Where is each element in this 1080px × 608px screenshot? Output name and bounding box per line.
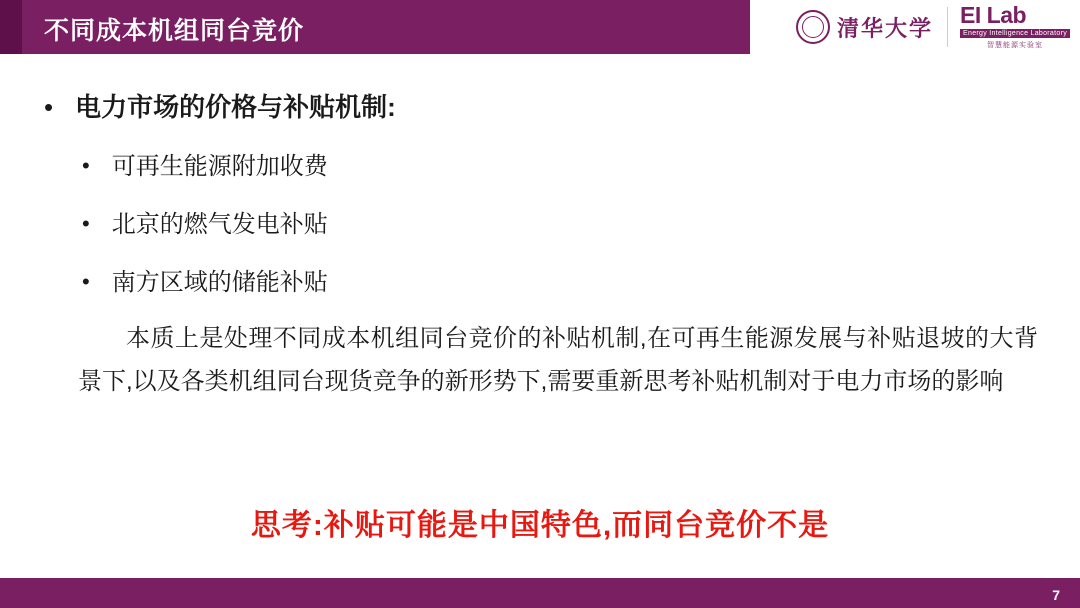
main-bullet-item xyxy=(44,94,1024,120)
sub-bullet-item-2 xyxy=(82,213,1022,237)
bullet-glyph-icon: • xyxy=(82,269,90,294)
eilab-subtitle-cn: 智慧能源实验室 xyxy=(987,42,1044,49)
header-logo-group xyxy=(750,0,1080,54)
page-title: 不同成本机组同台竞价 xyxy=(44,17,305,45)
sub-bullet-label-2: 北京的燃气发电补贴 xyxy=(111,211,328,238)
tsinghua-logo xyxy=(796,10,933,44)
eilab-subtitle: Energy Intelligence Laboratory xyxy=(960,29,1070,38)
tsinghua-seal-icon xyxy=(796,10,830,44)
tsinghua-name: 清华大学 xyxy=(837,15,934,42)
sub-bullet-item-3 xyxy=(82,271,1022,295)
conclusion-text: 思考:补贴可能是中国特色,而同台竞价不是 xyxy=(250,509,830,542)
header-accent-bar xyxy=(0,0,22,54)
eilab-name: EI Lab xyxy=(960,2,1027,28)
slide-header xyxy=(0,0,1080,54)
slide-content xyxy=(0,54,1080,578)
bullet-glyph-icon: • xyxy=(82,153,90,178)
bullet-glyph-icon: • xyxy=(44,92,54,122)
bullet-glyph-icon: • xyxy=(82,211,90,236)
sub-bullet-label-3: 南方区域的储能补贴 xyxy=(111,269,328,296)
sub-bullet-item-1 xyxy=(82,155,1022,179)
main-bullet-label: 电力市场的价格与补贴机制: xyxy=(75,92,396,122)
eilab-logo xyxy=(947,2,1070,49)
slide-footer xyxy=(0,578,1080,608)
page-number: 7 xyxy=(1052,587,1060,603)
sub-bullet-label-1: 可再生能源附加收费 xyxy=(111,153,328,180)
body-paragraph: 本质上是处理不同成本机组同台竞价的补贴机制,在可再生能源发展与补贴退坡的大背景下,以及各类机组同台现货竞争的新形势下,需要重新思考补贴机制对于电力市场的影响 xyxy=(78,325,1038,395)
